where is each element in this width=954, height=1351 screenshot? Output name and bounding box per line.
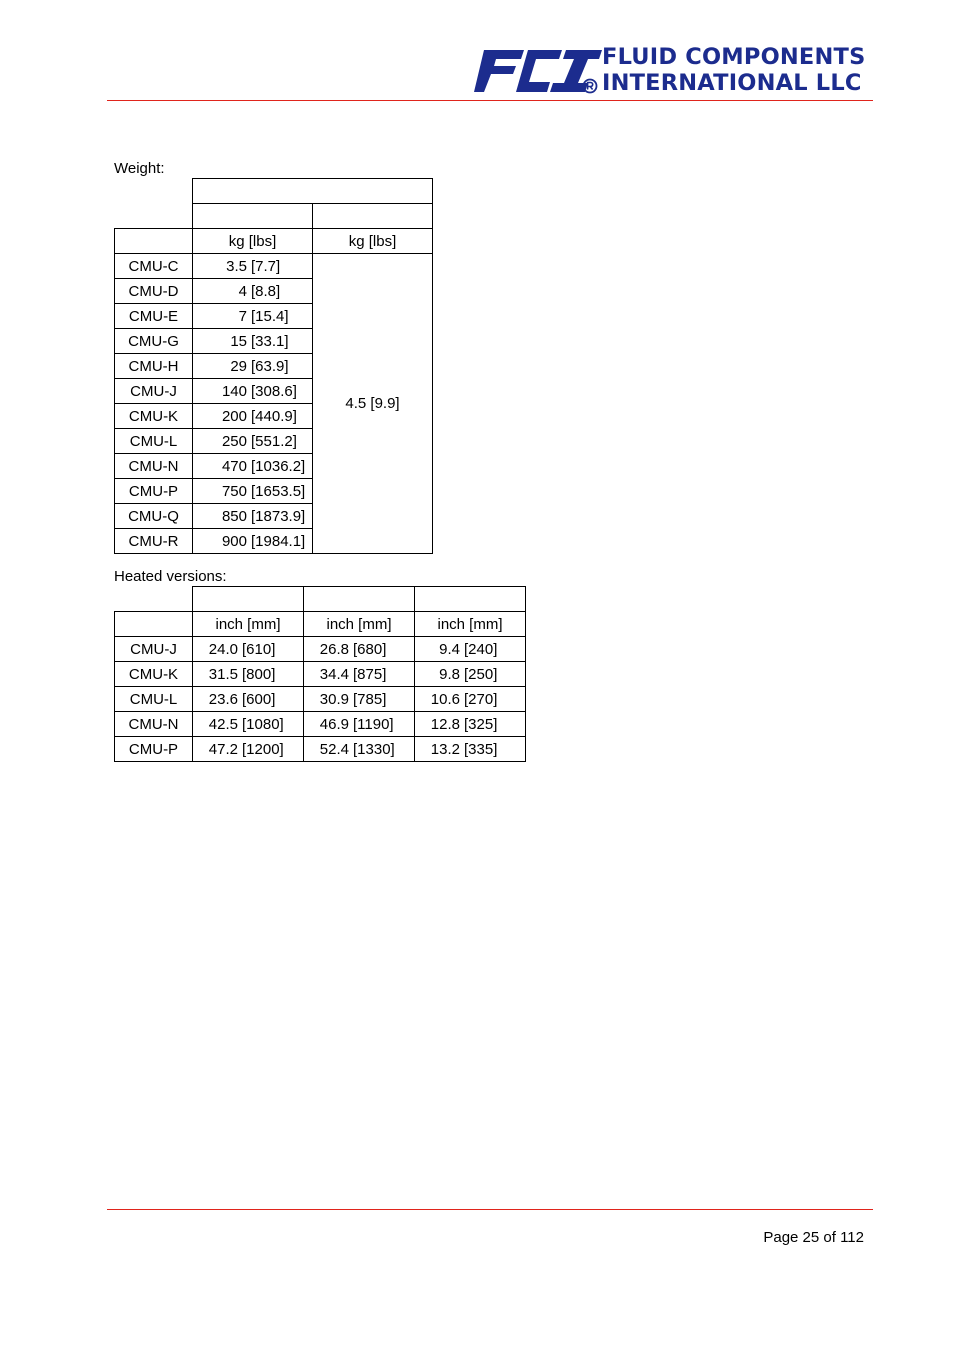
weight-value-cell [193,454,313,479]
dimension-mm: [1080] [242,715,284,733]
weight-lbs: [7.7] [251,257,281,275]
model-cell: CMU-Q [115,504,193,529]
company-name [602,44,866,96]
weight-lbs: [551.2] [251,432,297,450]
page-number: Page 25 of 112 [763,1229,864,1246]
model-cell: CMU-P [115,479,193,504]
weight-kg: 140 [221,382,247,400]
table-cell [115,612,193,637]
model-cell: CMU-K [115,404,193,429]
weight-kg: 7 [238,307,247,325]
table-cell [115,204,193,229]
model-cell: CMU-R [115,529,193,554]
table-cell [115,179,193,204]
table-row [115,662,526,687]
weight-value-cell [193,479,313,504]
table-header-row [115,204,433,229]
unit-cell: kg [lbs] [193,229,313,254]
dimension-inch: 42.5 [208,715,238,733]
model-cell: CMU-K [115,662,193,687]
model-cell: CMU-H [115,354,193,379]
registered-icon [582,78,598,94]
unit-cell: inch [mm] [415,612,526,637]
table-header-row [115,179,433,204]
dimension-cell [193,712,304,737]
dimension-cell [304,662,415,687]
model-cell: CMU-C [115,254,193,279]
weight-kg: 900 [221,532,247,550]
table-cell [115,229,193,254]
dimension-inch: 10.6 [430,690,460,708]
dimension-cell [304,712,415,737]
dimension-mm: [785] [353,690,387,708]
weight-value-cell [193,304,313,329]
weight-value-cell [193,279,313,304]
dimension-cell [415,662,526,687]
unit-row [115,229,433,254]
dimension-cell [304,637,415,662]
model-cell: CMU-P [115,737,193,762]
table-cell [115,587,193,612]
weight-value-cell [193,379,313,404]
model-cell: CMU-L [115,429,193,454]
table-header-cell [193,179,433,204]
dimension-inch: 9.4 [439,640,460,658]
dimension-inch: 52.4 [319,740,349,758]
dimension-inch: 31.5 [208,665,238,683]
model-cell: CMU-N [115,712,193,737]
unit-cell: inch [mm] [193,612,304,637]
table-row [115,637,526,662]
dimension-mm: [270] [464,690,498,708]
weight-kg: 4 [238,282,247,300]
model-cell: CMU-N [115,454,193,479]
shared-weight-cell: 4.5 [9.9] [313,254,433,554]
table-header-row [115,587,526,612]
weight-kg: 250 [221,432,247,450]
weight-kg: 750 [221,482,247,500]
weight-kg: 200 [221,407,247,425]
weight-value-cell [193,529,313,554]
dimension-inch: 24.0 [208,640,238,658]
dimension-cell [193,662,304,687]
table-row [115,737,526,762]
unit-cell: kg [lbs] [313,229,433,254]
dimension-mm: [335] [464,740,498,758]
header-divider [107,100,873,101]
dimension-inch: 34.4 [319,665,349,683]
dimension-mm: [1330] [353,740,395,758]
weight-lbs: [63.9] [251,357,289,375]
weight-lbs: [15.4] [251,307,289,325]
table-row [115,687,526,712]
dimension-inch: 12.8 [430,715,460,733]
weight-lbs: [1653.5] [251,482,306,500]
table-row [115,712,526,737]
unit-cell: inch [mm] [304,612,415,637]
weight-kg: 15 [230,332,247,350]
dimension-mm: [1190] [353,715,394,733]
dimension-cell [415,712,526,737]
model-cell: CMU-D [115,279,193,304]
weight-lbs: [33.1] [251,332,289,350]
weight-value-cell [193,429,313,454]
table-header-cell [313,204,433,229]
dimension-inch: 23.6 [208,690,238,708]
model-cell: CMU-J [115,637,193,662]
dimension-cell [415,687,526,712]
heated-versions-table [114,586,526,762]
weight-table [114,178,433,554]
dimension-mm: [240] [464,640,498,658]
weight-label: Weight: [114,160,165,177]
dimension-mm: [600] [242,690,276,708]
weight-lbs: [1873.9] [251,507,306,525]
table-header-cell [304,587,415,612]
dimension-inch: 9.8 [439,665,460,683]
heated-versions-label: Heated versions: [114,568,227,585]
weight-kg: 29 [230,357,247,375]
weight-lbs: [1036.2] [251,457,306,475]
weight-kg: 3.5 [226,257,247,275]
weight-kg: 850 [221,507,247,525]
unit-row [115,612,526,637]
dimension-cell [193,637,304,662]
model-cell: CMU-J [115,379,193,404]
dimension-inch: 13.2 [430,740,460,758]
dimension-inch: 26.8 [319,640,349,658]
dimension-mm: [610] [242,640,276,658]
weight-lbs: [308.6] [251,382,297,400]
model-cell: CMU-G [115,329,193,354]
model-cell: CMU-L [115,687,193,712]
weight-lbs: [8.8] [251,282,281,300]
dimension-cell [304,737,415,762]
table-row [115,254,433,279]
dimension-cell [193,737,304,762]
table-header-cell [415,587,526,612]
dimension-cell [193,687,304,712]
dimension-inch: 46.9 [319,715,349,733]
company-name-line-2: INTERNATIONAL LLC [602,70,862,96]
dimension-mm: [680] [353,640,387,658]
dimension-mm: [325] [464,715,498,733]
weight-lbs: [1984.1] [251,532,306,550]
footer-divider [107,1209,873,1210]
weight-value-cell [193,404,313,429]
weight-kg: 470 [221,457,247,475]
table-header-cell [193,204,313,229]
weight-value-cell [193,354,313,379]
dimension-mm: [875] [353,665,387,683]
company-name-line-1: FLUID COMPONENTS [602,44,866,70]
dimension-cell [304,687,415,712]
weight-value-cell [193,254,313,279]
dimension-mm: [250] [464,665,498,683]
weight-value-cell [193,504,313,529]
dimension-inch: 30.9 [319,690,349,708]
dimension-inch: 47.2 [208,740,238,758]
weight-value-cell [193,329,313,354]
dimension-cell [415,737,526,762]
dimension-mm: [1200] [242,740,284,758]
dimension-cell [415,637,526,662]
model-cell: CMU-E [115,304,193,329]
company-logo [474,44,866,98]
dimension-mm: [800] [242,665,276,683]
weight-lbs: [440.9] [251,407,297,425]
table-header-cell [193,587,304,612]
